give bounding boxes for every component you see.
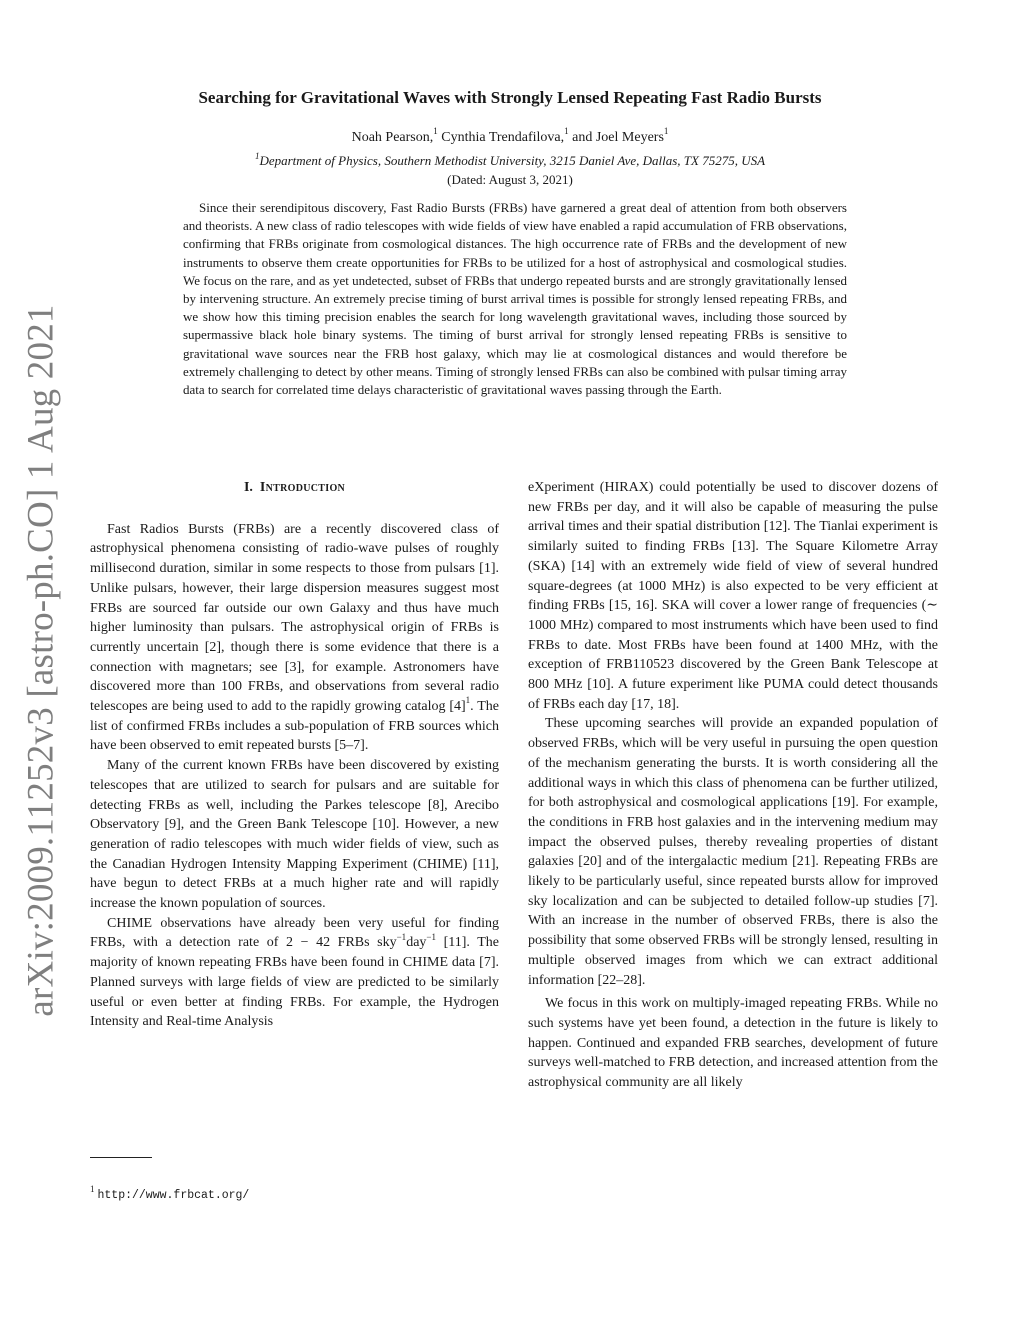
left-column [90,478,499,1032]
paragraph-text: Fast Radios Bursts (FRBs) are a recently discovered class of astrophysical phenomena consisting of radio-wave pulses of roughly millisecond duration, similar in some respects to those from pulsars [1]. Unlike pulsars, however, their large dispersion measures suggest most FRBs are sourced far outside our own Galaxy and thus have much higher luminosity than pulsars. The astrophysical origin of FRBs is currently uncertain [2], though there is some evidence that there is a connection with magnetars; see [3], for example. Astronomers have discovered more than 100 FRBs, and observations from several radio telescopes are being used to add to the rapidly growing catalog [4] [90,521,499,715]
paper-title: Searching for Gravitational Waves with Strongly Lensed Repeating Fast Radio Bursts [198,88,822,107]
intro-paragraph-4: eXperiment (HIRAX) could potentially be used to discover dozens of new FRBs per day, and it will also be capable of measuring the pulse arrival times and their spatial distribution [12]. The Tianlai experiment is similarly suited to finding FRBs [13]. The Square Kilometre Array (SKA) [14] with an extremely wide field of view of several hundred square-degrees (at 1000 MHz) is also expected to be very efficient at finding FRBs [15, 16]. SKA will cover a lower range of frequencies (∼ 1000 MHz) compared to most instruments which have been used to find FRBs to date. Most FRBs have been found at 1400 MHz, with the exception of FRB110523 discovered by the Green Bank Telescope at 800 MHz [10]. A future experiment like PUMA could detect thousands of FRBs each day [17, 18]. [528,480,938,712]
intro-paragraph-2: Many of the current known FRBs have been discovered by existing telescopes that are utilized to search for pulsars and are suitable for detecting FRBs as well, including the Parkes telescope [8], Arecibo Observatory [9], and the Green Bank Telescope [10]. However, a new generation of radio telescopes with much wider fields of view, such as the Canadian Hydrogen Intensity Mapping Experiment (CHIME) [11], have begun to detect FRBs at a much higher rate and will rapidly increase the known population of sources. [90,758,499,912]
paragraph-text: CHIME observations have already been very useful for finding FRBs, with a detection rate of 2 − 42 FRBs sky [90,915,499,951]
arxiv-margin-identifier [16,290,66,1030]
arxiv-id-text: arXiv:2009.11252v3 [astro-ph.CO] 1 Aug 2021 [20,303,62,1017]
intro-paragraph-1 [90,520,499,756]
intro-paragraph-6: We focus in this work on multiply-imaged repeating FRBs. While no such systems have yet been found, a detection in the future is likely to happen. Continued and expanded FRB searches, development of future surveys well-matched to FRB detection, and increased attention from the astrophysical community are all likely [528,996,938,1091]
section-number: I. [243,480,253,495]
paragraph-text: day [406,935,427,951]
affiliation-text: Department of Physics, Southern Methodist University, 3215 Daniel Ave, Dallas, TX 75275, USA [259,153,766,168]
footnote [90,1184,250,1202]
footnote-mark: 1 [465,695,471,706]
affiliation-mark: 1 [433,126,438,137]
affiliation-mark: 1 [564,126,569,137]
section-heading [90,478,499,498]
author-name: and Joel Meyers [568,130,664,145]
right-column [528,478,938,1093]
intro-paragraph-5: These upcoming searches will provide an expanded population of observed FRBs, which will be very useful in pursuing the open question of the mechanism generating the bursts. It is worth considering all the additional ways in which this class of phenomena can be further utilized, for both astrophysical and cosmological applications [19]. For example, the conditions in FRB host galaxies and in the intervening medium may impact the observed pulses, thereby revealing properties of distant galaxies [20] and of the intergalactic medium [21]. Repeating FRBs are likely to be particularly useful, since repeated bursts allow for improved sky localization and can be subjected to detailed follow-up studies [7]. With an increase in the number of observed FRBs, there is also the possibility that some observed FRBs will be strongly lensed, resulting in multiple observed images from which we can extract additional information [22–28]. [528,716,938,988]
paragraph-text: [11]. The majority of known repeating FRBs have been found in CHIME data [7]. Planned surveys with large fields of view are predicted to be similarly useful or even better at finding FRBs. For example, the Hydrogen Intensity and Real-time Analysis [90,935,499,1030]
affiliation-mark: 1 [254,150,260,161]
intro-paragraph-3 [90,914,499,1032]
section-title: Introduction [259,480,346,495]
affiliation-mark: 1 [663,126,669,137]
footnote-mark: 1 [90,1184,95,1194]
author-list [80,126,940,146]
exponent: −1 [396,931,407,942]
paragraph-text: . The list of confirmed FRBs includes a sub-population of FRB sources which have been observed to emit repeated bursts [5–7]. [90,699,499,754]
exponent: −1 [426,931,436,942]
affiliation [80,150,940,169]
footnote-url[interactable]: http://www.frbcat.org/ [97,1189,250,1202]
author-name: Cynthia Trendafilova, [437,130,565,145]
author-name: Noah Pearson, [351,130,434,145]
date-line: (Dated: August 3, 2021) [447,172,573,187]
footnote-divider [90,1157,152,1158]
abstract: Since their serendipitous discovery, Fast Radio Bursts (FRBs) have garnered a great deal of attention from both observers and theorists. A new class of radio telescopes with wide fields of view have enabled a rapid accumulation of FRB observations, confirming that FRBs originate from cosmological distances. The high occurrence rate of FRBs and the development of new instruments to observe them create opportunities for FRBs to be utilized for a host of astrophysical and cosmological studies. We focus on the rare, and as yet undetected, subset of FRBs that undergo repeated bursts and are strongly gravitationally lensed by intervening structure. An extremely precise timing of burst arrival times is possible for strongly lensed repeating FRBs, and we show how this timing precision enables the search for long wavelength gravitational waves, including those sourced by supermassive black hole binary systems. The timing of burst arrival for strongly lensed repeating FRBs is sensitive to gravitational wave sources near the FRB host galaxy, which may lie at cosmological distances and would therefore be extremely challenging to detect by other means. Timing of strongly lensed FRBs can also be combined with pulsar timing array data to search for correlated time delays characteristic of gravitational waves passing through the Earth. [183,200,847,398]
